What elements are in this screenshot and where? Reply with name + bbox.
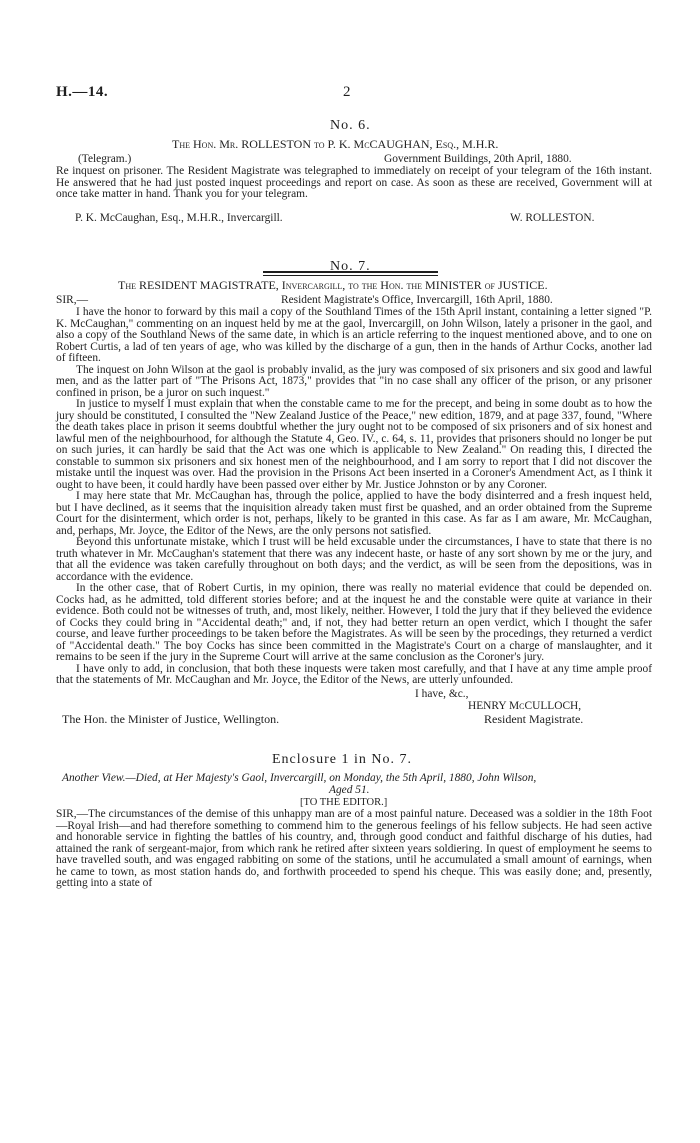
enclosure-title: Enclosure 1 in No. 7. [272,752,412,767]
no7-paragraph: I may here state that Mr. McCaughan has, through the police, applied to have the body disinterred and a fresh inquest held, but I have declined, as it seems that the inquisition already taken must first be quashed, and an order obtained from the Supreme Court for the disinterment, which order is not, perhaps, likely to be granted in this case. As far as I am aware, Mr. McCaughan, and, perhaps, Mr. Joyce, the Editor of the News, are the only persons not satisfied. [56,490,652,537]
no7-paragraph: In the other case, that of Robert Curtis, in my opinion, there was really no material evidence that could be depended on. Cocks had, as he admitted, told different stories before; and at the inquest he and the constable were quite at variance in their evidence. Both could not be witnesses of truth, and, most likely, neither. However, I told the jury that if they believed the evidence of Cocks they could bring in "Accidental death;" and, if not, they had better return an open verdict, which I thought the safer course, and leave further proceedings to be taken before the Magistrates. As will be seen by the procedings, they returned a verdict of "Accidental death." The boy Cocks has since been committed in the Magistrate's Court on a charge of manslaughter, and it remains to be seen if the jury in the Supreme Court will arrive at the same conclusion as the Coroner's jury. [56,582,652,663]
enclosure-to-editor: [TO THE EDITOR.] [300,797,388,808]
page-number: 2 [343,84,351,100]
no7-signer: HENRY McCULLOCH, [468,700,582,712]
no6-body-text: Re inquest on prisoner. The Resident Magistrate was telegraphed to immediately on receipt of your telegram of the 16th instant. He answered that he had just posted inquest proceedings and report on case. As soon as these are received, Government will at once take matter in hand. Thank you for your telegram. [56,165,652,200]
no6-telegram-label: (Telegram.) [78,153,132,165]
enclosure-aged: Aged 51. [329,784,370,796]
no6-signature: W. ROLLESTON. [510,212,595,224]
no7-paragraph: In justice to myself I must explain that when the constable came to me for the precept, and being in some doubt as to how the jury should be constituted, I consulted the "New Zealand Justice of the Peace," new edition, 1879, and at page 337, found, "Where the death takes place in prison it seems doubtful whether the jury ought not to be composed of six prisoners and of six honest and lawful men of the neighbourhood, for although the Statute 4, Geo. IV., c. 64, s. 11, provides that prisoners should no longer be put on such juries, it can hardly be said that the Act was one which is applicable to New Zealand." On reading this, I directed the constable to summon six prisoners and six honest men of the neighbourhood, and I am sorry to report that I did not discover the mistake until the inquest was over. Had the provision in the Prisons Act been inserted in a Coroner's Amendment Act, as I think it ought to have been, it could hardly have been passed over either by Mr. Justice Johnston or by any Coroner. [56,398,652,491]
no7-paragraph: Beyond this unfortunate mistake, which I trust will be held excusable under the circumstances, I have to state that there is no truth whatever in Mr. McCaughan's statement that there was any indecent haste, or haste of any sort shown by me or the jury, and that all the evidence was taken carefully throughout on both days; and the verdict, as will be seen from the depositions, was in accordance with the evidence. [56,536,652,583]
no7-paragraph: The inquest on John Wilson at the gaol is probably invalid, as the jury was composed of six prisoners and six good and lawful men, and as the latter part of "The Prisons Act, 1873," provides that "in no case shall any officer of the prison, or any prisoner confined in prison, be a juror on such inquest." [56,363,652,399]
enclosure-body-text: SIR,—The circumstances of the demise of this unhappy man are of a most painful nature. Deceased was a soldier in the 18th Foot—Royal Irish—and had therefore something to commend him to the generous feelings of his fellow subjects. He had seen active and honorable service in fighting the battles of his country, and, through good conduct and faithful discharge of his duties, had attained the rank of sergeant-major, from which rank he retired after sixteen years soldiering. In quest of employment he seems to have travelled south, and was engaged rabbiting on some of the stations, until he accumulated a small amount of earnings, when he came to town, as most station hands do, and forthwith proceeded to spend his cheque. This was easily done; and, presently, getting into a state of [56,808,652,889]
no6-subtitle: The Hon. Mr. ROLLESTON to P. K. McCAUGHAN, Esq., M.H.R. [172,137,499,151]
enclosure-body [56,809,652,890]
no7-place-date: Resident Magistrate's Office, Invercargill, 16th April, 1880. [281,294,553,306]
no7-paragraph: I have only to add, in conclusion, that both these inquests were taken most carefully, and that I have at any time ample proof that the statements of Mr. McCaughan and Mr. Joyce, the Editor of the News, are utterly unfounded. [56,662,652,686]
page-reference: H.—14. [56,84,109,100]
enclosure-dateline: Another View.—Died, at Her Majesty's Gaol, Invercargill, on Monday, the 5th April, 1880, John Wilson, [62,772,537,784]
no7-salutation: SIR,— [56,294,88,306]
no6-addressee: P. K. McCaughan, Esq., M.H.R., Invercargill. [75,212,283,224]
no7-addressee: The Hon. the Minister of Justice, Wellington. [62,712,280,726]
no7-closing: I have, &c., [415,688,469,700]
no7-title: No. 7. [330,259,371,274]
no7-letter-body [56,307,652,687]
no7-paragraph: I have the honor to forward by this mail a copy of the Southland Times of the 15th April instant, containing a letter signed "P. K. McCaughan," commenting on an inquest held by me at the gaol, Invercargill, on John Wilson, lately a prisoner in the gaol, and also a copy of the Southland News of the same date, in which is an article referring to the inquest mentioned above, and to one on Robert Curtis, a lad of ten years of age, who was killed by the discharge of a gun, then in the hands of Arthur Cocks, another lad of fifteen. [56,306,652,364]
no7-subtitle: The RESIDENT MAGISTRATE, Invercargill, to the Hon. the MINISTER of JUSTICE. [118,278,548,292]
no7-signer-title: Resident Magistrate. [484,712,584,726]
no6-title: No. 6. [330,118,371,133]
no6-body [56,166,652,201]
no6-place-date: Government Buildings, 20th April, 1880. [384,153,572,165]
section-divider-thin [263,275,438,276]
